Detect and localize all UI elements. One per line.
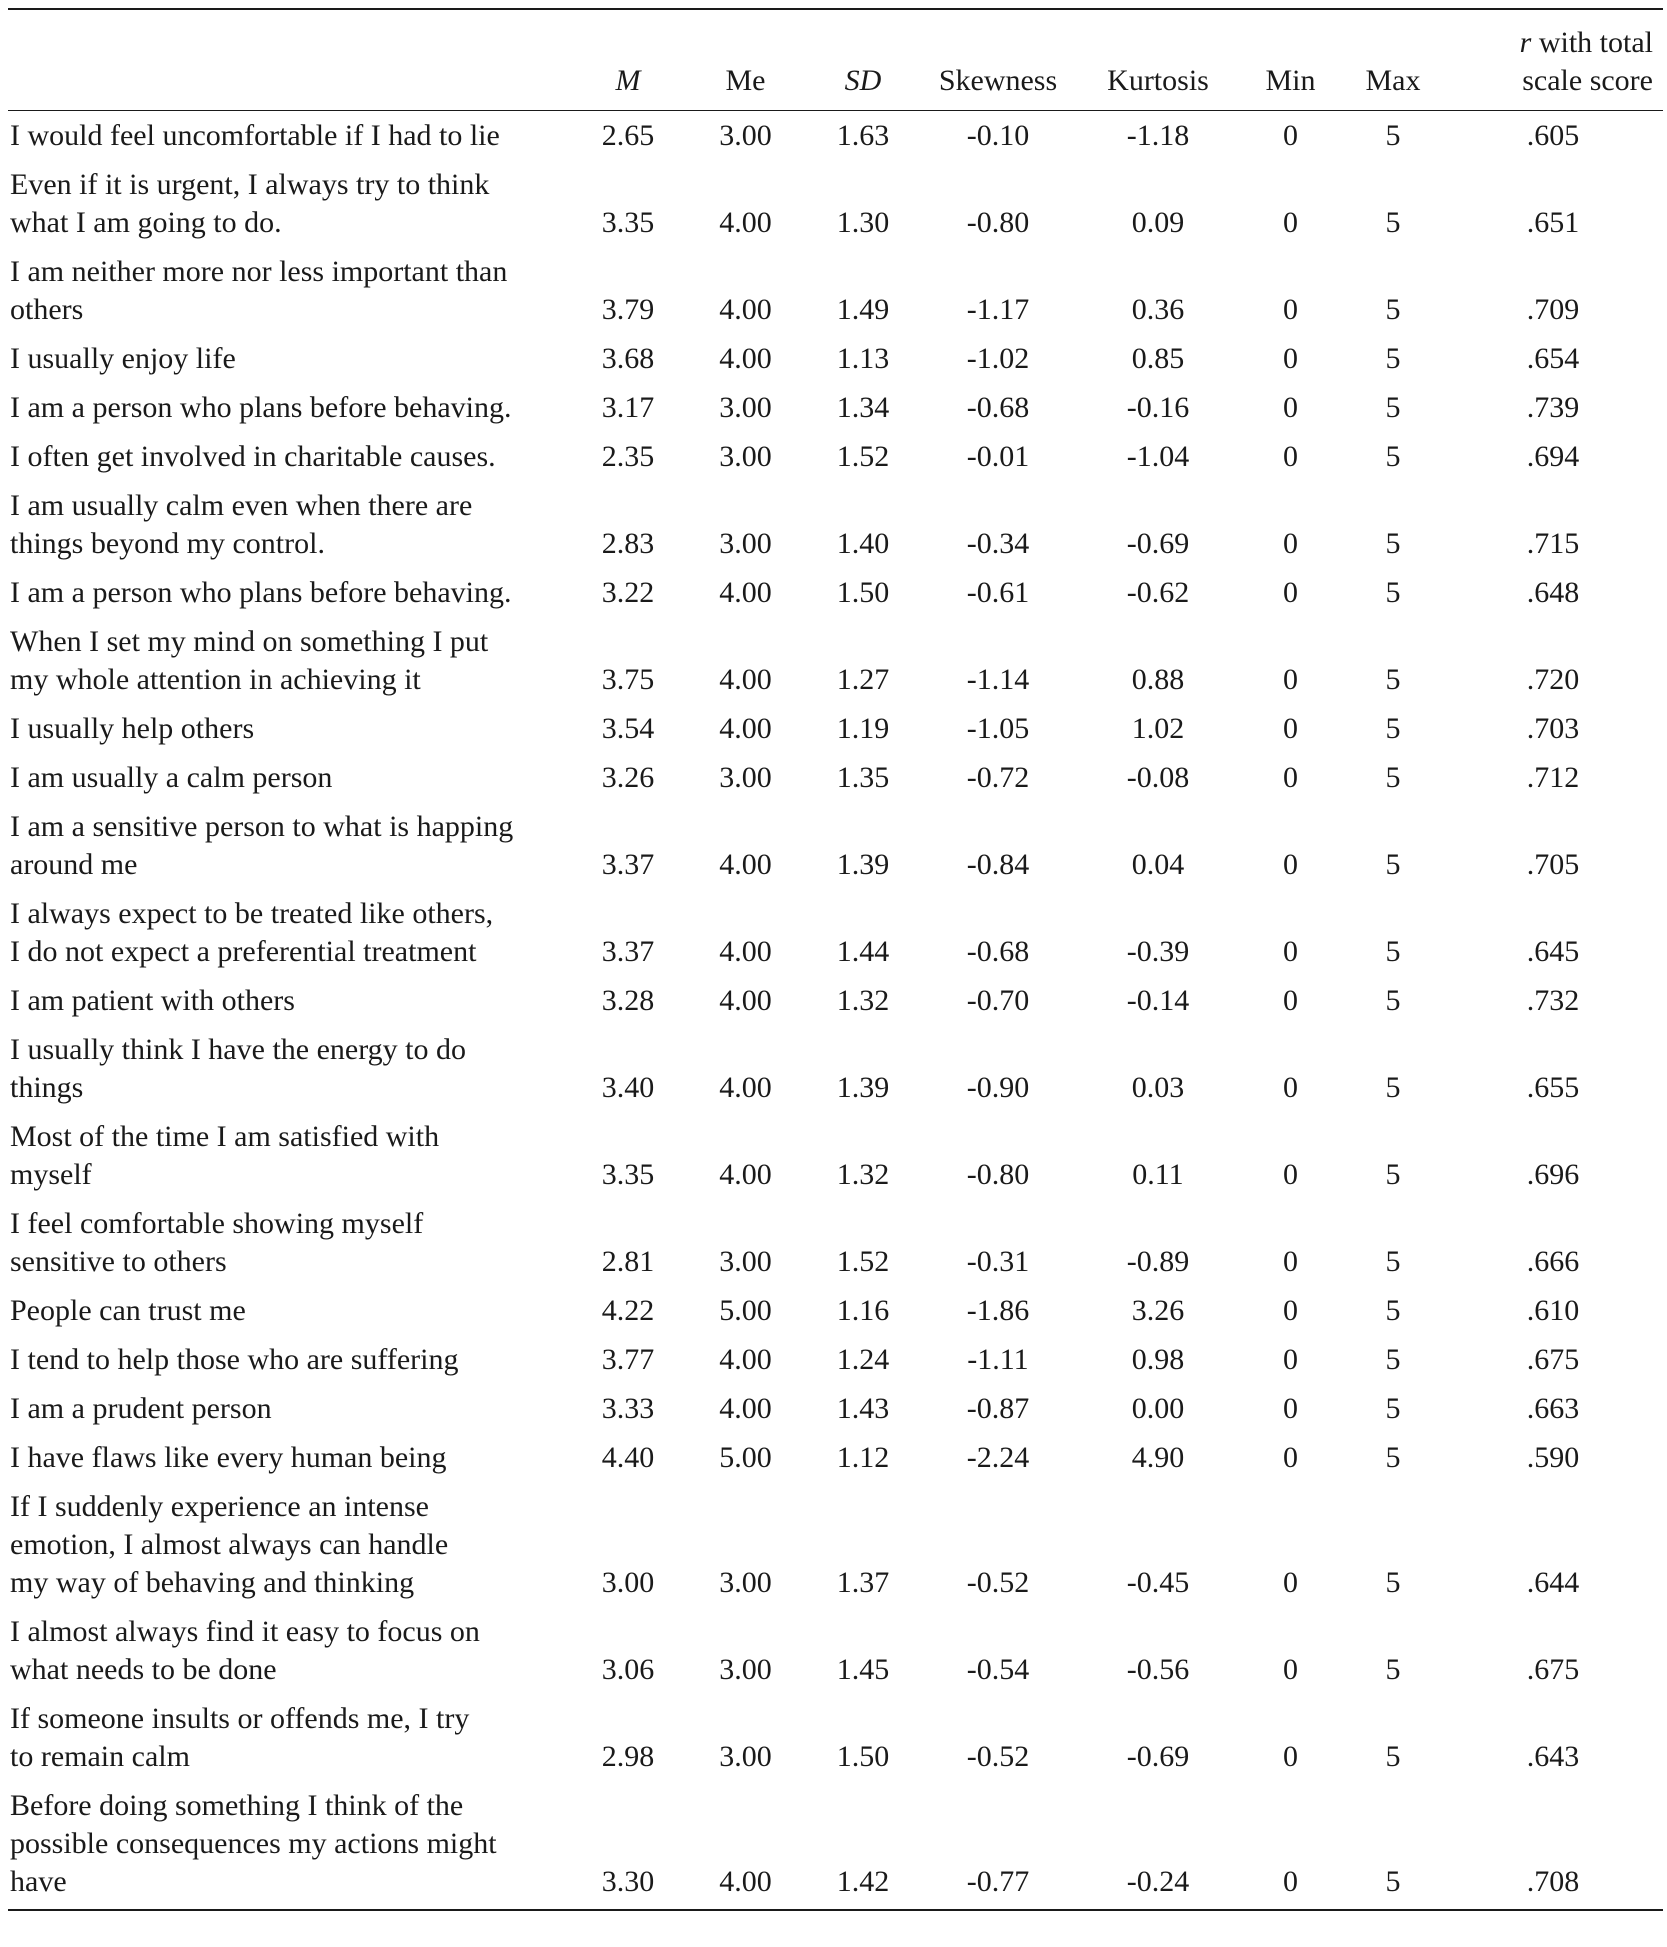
cell-max: 5 xyxy=(1385,206,1401,239)
cell-r-total: .675 xyxy=(1526,1653,1580,1686)
cell-skewness: -1.05 xyxy=(966,712,1030,745)
cell-sd: 1.35 xyxy=(836,761,890,794)
cell-max: 5 xyxy=(1385,1245,1401,1278)
cell-item: Even if it is urgent, I always try to think what I am going to do. xyxy=(10,168,490,239)
cell-sd: 1.52 xyxy=(836,440,890,473)
cell-skewness: -0.72 xyxy=(966,761,1030,794)
cell-r-total: .705 xyxy=(1526,848,1580,881)
table-row xyxy=(8,383,1663,432)
cell-sd: 1.49 xyxy=(836,293,890,326)
cell-item: Before doing something I think of the possible consequences my actions might have xyxy=(8,1781,573,1910)
cell-item: I often get involved in charitable causes. xyxy=(10,440,496,473)
cell-item: I feel comfortable showing myself sensitive to others xyxy=(10,1207,424,1278)
cell-r-total: .712 xyxy=(1526,761,1580,794)
cell-max: 5 xyxy=(1385,576,1401,609)
cell-item: I am a prudent person xyxy=(10,1392,272,1425)
table-header-row xyxy=(8,9,1663,111)
cell-mean: 3.37 xyxy=(601,935,655,968)
cell-r-total: .605 xyxy=(1526,119,1580,152)
cell-min: 0 xyxy=(1283,1343,1298,1376)
table-row xyxy=(8,617,1663,704)
cell-kurtosis: 1.02 xyxy=(1131,712,1185,745)
cell-r-total: .610 xyxy=(1526,1294,1580,1327)
table-body xyxy=(8,111,1663,1911)
cell-kurtosis: -1.04 xyxy=(1126,440,1190,473)
cell-item: I usually enjoy life xyxy=(10,342,236,375)
cell-mean: 3.06 xyxy=(601,1653,655,1686)
cell-mean: 4.22 xyxy=(601,1294,655,1327)
cell-min: 0 xyxy=(1283,527,1298,560)
cell-skewness: -1.14 xyxy=(966,663,1030,696)
table-row xyxy=(8,889,1663,976)
cell-skewness: -0.80 xyxy=(966,206,1030,239)
header-kurtosis: Kurtosis xyxy=(1078,9,1238,111)
cell-item: I am neither more nor less important than others xyxy=(10,255,508,326)
cell-kurtosis: 0.04 xyxy=(1131,848,1185,881)
cell-min: 0 xyxy=(1283,1392,1298,1425)
cell-sd: 1.50 xyxy=(836,576,890,609)
cell-min: 0 xyxy=(1238,1781,1343,1910)
cell-r-total: .709 xyxy=(1526,293,1580,326)
cell-item: If I suddenly experience an intense emotion, I almost always can handle my way of behaving and thinking xyxy=(10,1490,449,1599)
cell-skewness: -0.80 xyxy=(966,1158,1030,1191)
cell-r-total: .651 xyxy=(1526,206,1580,239)
cell-min: 0 xyxy=(1283,935,1298,968)
header-r-line1: with total xyxy=(1531,26,1653,59)
cell-sd: 1.52 xyxy=(836,1245,890,1278)
cell-r-total: .648 xyxy=(1526,576,1580,609)
cell-item: I am usually calm even when there are things beyond my control. xyxy=(10,489,473,560)
cell-min: 0 xyxy=(1283,712,1298,745)
statistics-table-container xyxy=(8,8,1663,1911)
cell-skewness: -0.87 xyxy=(966,1392,1030,1425)
header-sd: SD xyxy=(808,9,918,111)
cell-sd: 1.43 xyxy=(836,1392,890,1425)
cell-max: 5 xyxy=(1385,1441,1401,1474)
cell-min: 0 xyxy=(1283,1071,1298,1104)
table-row xyxy=(8,334,1663,383)
cell-mean: 3.26 xyxy=(601,761,655,794)
cell-skewness: -0.70 xyxy=(966,984,1030,1017)
cell-skewness: -0.77 xyxy=(918,1781,1078,1910)
cell-sd: 1.42 xyxy=(808,1781,918,1910)
header-skewness: Skewness xyxy=(918,9,1078,111)
cell-sd: 1.32 xyxy=(836,1158,890,1191)
cell-sd: 1.44 xyxy=(836,935,890,968)
cell-item: I almost always find it easy to focus on what needs to be done xyxy=(10,1615,480,1686)
cell-median: 4.00 xyxy=(719,293,772,326)
cell-mean: 4.40 xyxy=(601,1441,655,1474)
header-r-symbol: r xyxy=(1519,26,1532,59)
cell-item: I am a person who plans before behaving. xyxy=(10,576,512,609)
cell-r-total: .739 xyxy=(1526,391,1580,424)
table-row xyxy=(8,247,1663,334)
cell-skewness: -1.11 xyxy=(967,1343,1029,1376)
cell-r-total: .663 xyxy=(1526,1392,1580,1425)
cell-kurtosis: -0.08 xyxy=(1126,761,1190,794)
table-row xyxy=(8,1384,1663,1433)
table-row xyxy=(8,753,1663,802)
cell-kurtosis: -0.89 xyxy=(1126,1245,1190,1278)
cell-mean: 3.54 xyxy=(601,712,655,745)
cell-min: 0 xyxy=(1283,293,1298,326)
cell-kurtosis: 0.36 xyxy=(1131,293,1185,326)
cell-max: 5 xyxy=(1385,1566,1401,1599)
item-statistics-table xyxy=(8,8,1663,1911)
cell-min: 0 xyxy=(1283,663,1298,696)
cell-max: 5 xyxy=(1385,984,1401,1017)
cell-mean: 2.65 xyxy=(601,119,655,152)
cell-max: 5 xyxy=(1385,391,1401,424)
cell-median: 4.00 xyxy=(719,984,772,1017)
cell-item: I tend to help those who are suffering xyxy=(10,1343,459,1376)
cell-max: 5 xyxy=(1385,1653,1401,1686)
cell-skewness: -1.86 xyxy=(966,1294,1030,1327)
cell-sd: 1.24 xyxy=(836,1343,890,1376)
cell-sd: 1.40 xyxy=(836,527,890,560)
cell-sd: 1.39 xyxy=(836,1071,890,1104)
cell-mean: 3.35 xyxy=(601,206,655,239)
header-mean: M xyxy=(573,9,683,111)
cell-max: 5 xyxy=(1385,342,1401,375)
cell-max: 5 xyxy=(1385,1071,1401,1104)
cell-mean: 3.00 xyxy=(601,1566,655,1599)
cell-min: 0 xyxy=(1283,761,1298,794)
cell-kurtosis: -0.16 xyxy=(1126,391,1190,424)
cell-mean: 3.35 xyxy=(601,1158,655,1191)
cell-max: 5 xyxy=(1385,440,1401,473)
cell-sd: 1.30 xyxy=(836,206,890,239)
cell-min: 0 xyxy=(1283,119,1298,152)
table-row xyxy=(8,160,1663,247)
cell-median: 4.00 xyxy=(719,1071,772,1104)
table-row xyxy=(8,568,1663,617)
cell-item: I am patient with others xyxy=(10,984,295,1017)
cell-median: 3.00 xyxy=(719,440,772,473)
cell-median: 4.00 xyxy=(719,1392,772,1425)
table-row xyxy=(8,1335,1663,1384)
cell-skewness: -0.01 xyxy=(966,440,1030,473)
cell-mean: 3.37 xyxy=(601,848,655,881)
table-row xyxy=(8,1482,1663,1607)
cell-max: 5 xyxy=(1385,663,1401,696)
cell-mean: 3.33 xyxy=(601,1392,655,1425)
cell-item: I usually think I have the energy to do things xyxy=(10,1033,467,1104)
cell-kurtosis: -0.14 xyxy=(1126,984,1190,1017)
cell-min: 0 xyxy=(1283,391,1298,424)
cell-min: 0 xyxy=(1283,342,1298,375)
cell-kurtosis: 0.00 xyxy=(1131,1392,1185,1425)
cell-skewness: -0.52 xyxy=(966,1566,1030,1599)
cell-max: 5 xyxy=(1385,761,1401,794)
cell-median: 3.00 xyxy=(719,1740,772,1773)
cell-median: 4.00 xyxy=(719,1343,772,1376)
cell-item: Most of the time I am satisfied with myself xyxy=(10,1120,440,1191)
cell-r-total: .654 xyxy=(1526,342,1580,375)
cell-r-total: .645 xyxy=(1526,935,1580,968)
cell-median: 4.00 xyxy=(719,1158,772,1191)
cell-max: 5 xyxy=(1343,1781,1443,1910)
cell-max: 5 xyxy=(1385,1158,1401,1191)
cell-sd: 1.37 xyxy=(836,1566,890,1599)
cell-kurtosis: 0.11 xyxy=(1132,1158,1184,1191)
cell-sd: 1.19 xyxy=(836,712,890,745)
cell-skewness: -1.17 xyxy=(966,293,1030,326)
cell-skewness: -1.02 xyxy=(966,342,1030,375)
table-row xyxy=(8,1694,1663,1781)
cell-r-total: .694 xyxy=(1526,440,1580,473)
cell-skewness: -0.54 xyxy=(966,1653,1030,1686)
table-row xyxy=(8,802,1663,889)
cell-r-total: .715 xyxy=(1526,527,1580,560)
cell-mean: 2.81 xyxy=(601,1245,655,1278)
cell-sd: 1.32 xyxy=(836,984,890,1017)
cell-kurtosis: -0.39 xyxy=(1126,935,1190,968)
cell-max: 5 xyxy=(1385,1343,1401,1376)
cell-sd: 1.12 xyxy=(836,1441,890,1474)
cell-sd: 1.27 xyxy=(836,663,890,696)
cell-item: I would feel uncomfortable if I had to lie xyxy=(10,119,500,152)
cell-kurtosis: 0.98 xyxy=(1131,1343,1185,1376)
cell-median: 3.00 xyxy=(719,391,772,424)
cell-max: 5 xyxy=(1385,1294,1401,1327)
cell-mean: 3.79 xyxy=(601,293,655,326)
table-row xyxy=(8,1433,1663,1482)
cell-max: 5 xyxy=(1385,293,1401,326)
cell-min: 0 xyxy=(1283,576,1298,609)
cell-min: 0 xyxy=(1283,1245,1298,1278)
cell-median: 4.00 xyxy=(719,342,772,375)
cell-item: I am a person who plans before behaving. xyxy=(10,391,512,424)
cell-r-total: .666 xyxy=(1526,1245,1580,1278)
cell-min: 0 xyxy=(1283,1653,1298,1686)
cell-kurtosis: -0.24 xyxy=(1078,1781,1238,1910)
header-r-line2: scale score xyxy=(1522,64,1653,97)
cell-item: People can trust me xyxy=(10,1294,246,1327)
cell-max: 5 xyxy=(1385,527,1401,560)
cell-kurtosis: -0.56 xyxy=(1126,1653,1190,1686)
cell-median: 4.00 xyxy=(719,935,772,968)
cell-min: 0 xyxy=(1283,1441,1298,1474)
cell-r-total: .720 xyxy=(1526,663,1580,696)
cell-min: 0 xyxy=(1283,206,1298,239)
cell-skewness: -0.52 xyxy=(966,1740,1030,1773)
cell-skewness: -0.84 xyxy=(966,848,1030,881)
cell-kurtosis: -1.18 xyxy=(1126,119,1190,152)
table-row xyxy=(8,111,1663,161)
table-row xyxy=(8,1199,1663,1286)
cell-r-total: .708 xyxy=(1443,1781,1663,1910)
cell-skewness: -0.90 xyxy=(966,1071,1030,1104)
cell-skewness: -0.34 xyxy=(966,527,1030,560)
cell-skewness: -0.31 xyxy=(966,1245,1030,1278)
cell-kurtosis: -0.45 xyxy=(1126,1566,1190,1599)
cell-median: 4.00 xyxy=(719,663,772,696)
cell-mean: 3.30 xyxy=(573,1781,683,1910)
cell-median: 4.00 xyxy=(683,1781,808,1910)
cell-sd: 1.13 xyxy=(836,342,890,375)
cell-min: 0 xyxy=(1283,1566,1298,1599)
cell-sd: 1.34 xyxy=(836,391,890,424)
cell-median: 4.00 xyxy=(719,712,772,745)
cell-min: 0 xyxy=(1283,1740,1298,1773)
cell-min: 0 xyxy=(1283,440,1298,473)
cell-r-total: .732 xyxy=(1526,984,1580,1017)
cell-min: 0 xyxy=(1283,984,1298,1017)
cell-mean: 2.98 xyxy=(601,1740,655,1773)
header-item xyxy=(8,9,573,111)
cell-kurtosis: 0.09 xyxy=(1131,206,1185,239)
cell-median: 3.00 xyxy=(719,1566,772,1599)
cell-median: 4.00 xyxy=(719,206,772,239)
cell-max: 5 xyxy=(1385,935,1401,968)
cell-mean: 3.68 xyxy=(601,342,655,375)
cell-item: I always expect to be treated like others, I do not expect a preferential treatment xyxy=(10,897,494,968)
table-row xyxy=(8,1025,1663,1112)
cell-median: 3.00 xyxy=(719,527,772,560)
cell-mean: 3.17 xyxy=(601,391,655,424)
cell-mean: 3.40 xyxy=(601,1071,655,1104)
cell-kurtosis: 0.03 xyxy=(1131,1071,1185,1104)
header-median: Me xyxy=(683,9,808,111)
cell-skewness: -0.10 xyxy=(966,119,1030,152)
cell-item: If someone insults or offends me, I try to remain calm xyxy=(10,1702,470,1773)
cell-max: 5 xyxy=(1385,1392,1401,1425)
cell-kurtosis: 3.26 xyxy=(1131,1294,1185,1327)
cell-r-total: .644 xyxy=(1526,1566,1580,1599)
header-r-total xyxy=(1443,9,1663,111)
cell-min: 0 xyxy=(1283,848,1298,881)
cell-skewness: -0.68 xyxy=(966,391,1030,424)
cell-sd: 1.45 xyxy=(836,1653,890,1686)
cell-skewness: -0.61 xyxy=(966,576,1030,609)
cell-max: 5 xyxy=(1385,712,1401,745)
cell-min: 0 xyxy=(1283,1294,1298,1327)
cell-skewness: -2.24 xyxy=(966,1441,1030,1474)
cell-item: I am a sensitive person to what is happing around me xyxy=(10,810,514,881)
cell-mean: 3.22 xyxy=(601,576,655,609)
cell-kurtosis: -0.69 xyxy=(1126,1740,1190,1773)
table-row xyxy=(8,1607,1663,1694)
cell-median: 3.00 xyxy=(719,1653,772,1686)
cell-median: 4.00 xyxy=(719,576,772,609)
cell-item: I have flaws like every human being xyxy=(10,1441,447,1474)
cell-r-total: .655 xyxy=(1526,1071,1580,1104)
cell-sd: 1.39 xyxy=(836,848,890,881)
cell-r-total: .643 xyxy=(1526,1740,1580,1773)
cell-sd: 1.16 xyxy=(836,1294,890,1327)
cell-r-total: .590 xyxy=(1526,1441,1580,1474)
cell-r-total: .703 xyxy=(1526,712,1580,745)
cell-kurtosis: -0.69 xyxy=(1126,527,1190,560)
cell-median: 5.00 xyxy=(719,1441,772,1474)
table-row xyxy=(8,1781,1663,1910)
cell-median: 5.00 xyxy=(719,1294,772,1327)
cell-mean: 3.28 xyxy=(601,984,655,1017)
cell-median: 3.00 xyxy=(719,1245,772,1278)
cell-kurtosis: 4.90 xyxy=(1131,1441,1185,1474)
cell-kurtosis: -0.62 xyxy=(1126,576,1190,609)
table-row xyxy=(8,1112,1663,1199)
cell-median: 3.00 xyxy=(719,119,772,152)
cell-mean: 3.77 xyxy=(601,1343,655,1376)
cell-mean: 3.75 xyxy=(601,663,655,696)
cell-r-total: .675 xyxy=(1526,1343,1580,1376)
cell-sd: 1.50 xyxy=(836,1740,890,1773)
cell-max: 5 xyxy=(1385,848,1401,881)
table-row xyxy=(8,481,1663,568)
cell-min: 0 xyxy=(1283,1158,1298,1191)
table-row xyxy=(8,704,1663,753)
cell-skewness: -0.68 xyxy=(966,935,1030,968)
header-min: Min xyxy=(1238,9,1343,111)
cell-item: I am usually a calm person xyxy=(10,761,333,794)
cell-median: 4.00 xyxy=(719,848,772,881)
cell-mean: 2.35 xyxy=(601,440,655,473)
cell-mean: 2.83 xyxy=(601,527,655,560)
cell-item: I usually help others xyxy=(10,712,255,745)
table-row xyxy=(8,432,1663,481)
table-row xyxy=(8,976,1663,1025)
cell-kurtosis: 0.85 xyxy=(1131,342,1185,375)
cell-item: When I set my mind on something I put my whole attention in achieving it xyxy=(10,625,489,696)
cell-max: 5 xyxy=(1385,119,1401,152)
cell-r-total: .696 xyxy=(1526,1158,1580,1191)
cell-median: 3.00 xyxy=(719,761,772,794)
cell-max: 5 xyxy=(1385,1740,1401,1773)
cell-kurtosis: 0.88 xyxy=(1131,663,1185,696)
cell-sd: 1.63 xyxy=(836,119,890,152)
table-row xyxy=(8,1286,1663,1335)
header-max: Max xyxy=(1343,9,1443,111)
